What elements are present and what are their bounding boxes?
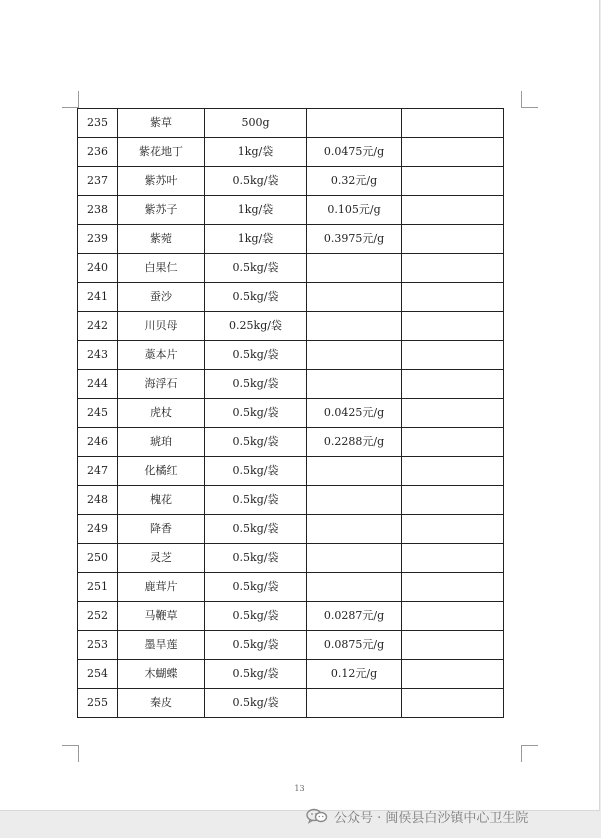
table-row bbox=[78, 341, 504, 370]
row-number-cell: 249 bbox=[78, 515, 118, 544]
crop-mark-top-left bbox=[62, 91, 79, 108]
spec-cell: 0.5kg/袋 bbox=[205, 254, 307, 283]
row-number-cell: 236 bbox=[78, 138, 118, 167]
spec-cell: 0.5kg/袋 bbox=[205, 370, 307, 399]
row-number-cell: 244 bbox=[78, 370, 118, 399]
price-cell bbox=[307, 544, 402, 573]
row-number-cell: 235 bbox=[78, 109, 118, 138]
spec-cell: 0.5kg/袋 bbox=[205, 660, 307, 689]
table-row bbox=[78, 196, 504, 225]
price-cell bbox=[307, 283, 402, 312]
price-cell: 0.2288元/g bbox=[307, 428, 402, 457]
row-number-cell: 237 bbox=[78, 167, 118, 196]
medicine-name-cell: 海浮石 bbox=[118, 370, 205, 399]
price-cell bbox=[307, 370, 402, 399]
remark-cell bbox=[402, 573, 504, 602]
remark-cell bbox=[402, 167, 504, 196]
row-number-cell: 251 bbox=[78, 573, 118, 602]
page-number: 13 bbox=[294, 784, 305, 793]
row-number-cell: 253 bbox=[78, 631, 118, 660]
watermark bbox=[306, 806, 528, 826]
price-cell: 0.12元/g bbox=[307, 660, 402, 689]
spec-cell: 0.5kg/袋 bbox=[205, 515, 307, 544]
medicine-price-table bbox=[77, 108, 504, 718]
spec-cell: 0.5kg/袋 bbox=[205, 167, 307, 196]
spec-cell: 0.5kg/袋 bbox=[205, 689, 307, 718]
table-row bbox=[78, 428, 504, 457]
row-number-cell: 252 bbox=[78, 602, 118, 631]
price-cell: 0.0875元/g bbox=[307, 631, 402, 660]
medicine-name-cell: 木蝴蝶 bbox=[118, 660, 205, 689]
remark-cell bbox=[402, 138, 504, 167]
price-cell: 0.105元/g bbox=[307, 196, 402, 225]
table-row bbox=[78, 399, 504, 428]
row-number-cell: 254 bbox=[78, 660, 118, 689]
remark-cell bbox=[402, 109, 504, 138]
medicine-name-cell: 槐花 bbox=[118, 486, 205, 515]
spec-cell: 1kg/袋 bbox=[205, 138, 307, 167]
spec-cell: 0.5kg/袋 bbox=[205, 428, 307, 457]
remark-cell bbox=[402, 660, 504, 689]
remark-cell bbox=[402, 370, 504, 399]
table-row bbox=[78, 109, 504, 138]
table-row bbox=[78, 138, 504, 167]
remark-cell bbox=[402, 283, 504, 312]
row-number-cell: 255 bbox=[78, 689, 118, 718]
medicine-name-cell: 川贝母 bbox=[118, 312, 205, 341]
medicine-name-cell: 紫花地丁 bbox=[118, 138, 205, 167]
table-row bbox=[78, 602, 504, 631]
table-row bbox=[78, 486, 504, 515]
row-number-cell: 240 bbox=[78, 254, 118, 283]
watermark-text: 公众号 · 闽侯县白沙镇中心卫生院 bbox=[334, 810, 529, 826]
medicine-name-cell: 灵芝 bbox=[118, 544, 205, 573]
price-cell: 0.0475元/g bbox=[307, 138, 402, 167]
remark-cell bbox=[402, 689, 504, 718]
price-cell bbox=[307, 457, 402, 486]
spec-cell: 0.5kg/袋 bbox=[205, 602, 307, 631]
medicine-name-cell: 紫苏子 bbox=[118, 196, 205, 225]
crop-mark-bottom-left bbox=[62, 745, 79, 762]
remark-cell bbox=[402, 486, 504, 515]
spec-cell: 0.5kg/袋 bbox=[205, 399, 307, 428]
medicine-name-cell: 虎杖 bbox=[118, 399, 205, 428]
spec-cell: 0.5kg/袋 bbox=[205, 283, 307, 312]
price-cell bbox=[307, 109, 402, 138]
price-cell bbox=[307, 341, 402, 370]
price-cell: 0.32元/g bbox=[307, 167, 402, 196]
table-row bbox=[78, 689, 504, 718]
table-row bbox=[78, 660, 504, 689]
price-cell bbox=[307, 515, 402, 544]
spec-cell: 0.5kg/袋 bbox=[205, 544, 307, 573]
price-cell bbox=[307, 312, 402, 341]
spec-cell: 0.5kg/袋 bbox=[205, 573, 307, 602]
table-row bbox=[78, 312, 504, 341]
medicine-name-cell: 马鞭草 bbox=[118, 602, 205, 631]
remark-cell bbox=[402, 254, 504, 283]
row-number-cell: 248 bbox=[78, 486, 118, 515]
table-row bbox=[78, 573, 504, 602]
medicine-name-cell: 墨旱莲 bbox=[118, 631, 205, 660]
row-number-cell: 247 bbox=[78, 457, 118, 486]
medicine-name-cell: 蚕沙 bbox=[118, 283, 205, 312]
remark-cell bbox=[402, 515, 504, 544]
row-number-cell: 238 bbox=[78, 196, 118, 225]
price-cell: 0.0287元/g bbox=[307, 602, 402, 631]
table-row bbox=[78, 283, 504, 312]
row-number-cell: 243 bbox=[78, 341, 118, 370]
remark-cell bbox=[402, 225, 504, 254]
crop-mark-bottom-right bbox=[521, 745, 538, 762]
table-row bbox=[78, 515, 504, 544]
medicine-name-cell: 秦皮 bbox=[118, 689, 205, 718]
medicine-name-cell: 紫菀 bbox=[118, 225, 205, 254]
remark-cell bbox=[402, 196, 504, 225]
row-number-cell: 250 bbox=[78, 544, 118, 573]
row-number-cell: 241 bbox=[78, 283, 118, 312]
remark-cell bbox=[402, 312, 504, 341]
wechat-icon bbox=[306, 808, 328, 824]
medicine-name-cell: 降香 bbox=[118, 515, 205, 544]
table-row bbox=[78, 631, 504, 660]
medicine-name-cell: 白果仁 bbox=[118, 254, 205, 283]
medicine-name-cell: 紫苏叶 bbox=[118, 167, 205, 196]
row-number-cell: 246 bbox=[78, 428, 118, 457]
price-cell: 0.0425元/g bbox=[307, 399, 402, 428]
table-row bbox=[78, 167, 504, 196]
row-number-cell: 245 bbox=[78, 399, 118, 428]
spec-cell: 0.5kg/袋 bbox=[205, 341, 307, 370]
table-row bbox=[78, 544, 504, 573]
table-row bbox=[78, 225, 504, 254]
medicine-name-cell: 化橘红 bbox=[118, 457, 205, 486]
spec-cell: 1kg/袋 bbox=[205, 196, 307, 225]
table-row bbox=[78, 370, 504, 399]
price-cell: 0.3975元/g bbox=[307, 225, 402, 254]
spec-cell: 0.5kg/袋 bbox=[205, 457, 307, 486]
remark-cell bbox=[402, 428, 504, 457]
row-number-cell: 239 bbox=[78, 225, 118, 254]
medicine-name-cell: 藁本片 bbox=[118, 341, 205, 370]
medicine-name-cell: 鹿茸片 bbox=[118, 573, 205, 602]
table-row bbox=[78, 457, 504, 486]
spec-cell: 0.5kg/袋 bbox=[205, 486, 307, 515]
spec-cell: 500g bbox=[205, 109, 307, 138]
medicine-name-cell: 紫草 bbox=[118, 109, 205, 138]
spec-cell: 1kg/袋 bbox=[205, 225, 307, 254]
remark-cell bbox=[402, 544, 504, 573]
price-cell bbox=[307, 486, 402, 515]
spec-cell: 0.25kg/袋 bbox=[205, 312, 307, 341]
remark-cell bbox=[402, 399, 504, 428]
remark-cell bbox=[402, 602, 504, 631]
spec-cell: 0.5kg/袋 bbox=[205, 631, 307, 660]
price-cell bbox=[307, 689, 402, 718]
crop-mark-top-right bbox=[521, 91, 538, 108]
price-cell bbox=[307, 573, 402, 602]
medicine-name-cell: 琥珀 bbox=[118, 428, 205, 457]
table-row bbox=[78, 254, 504, 283]
remark-cell bbox=[402, 457, 504, 486]
row-number-cell: 242 bbox=[78, 312, 118, 341]
remark-cell bbox=[402, 341, 504, 370]
price-cell bbox=[307, 254, 402, 283]
remark-cell bbox=[402, 631, 504, 660]
